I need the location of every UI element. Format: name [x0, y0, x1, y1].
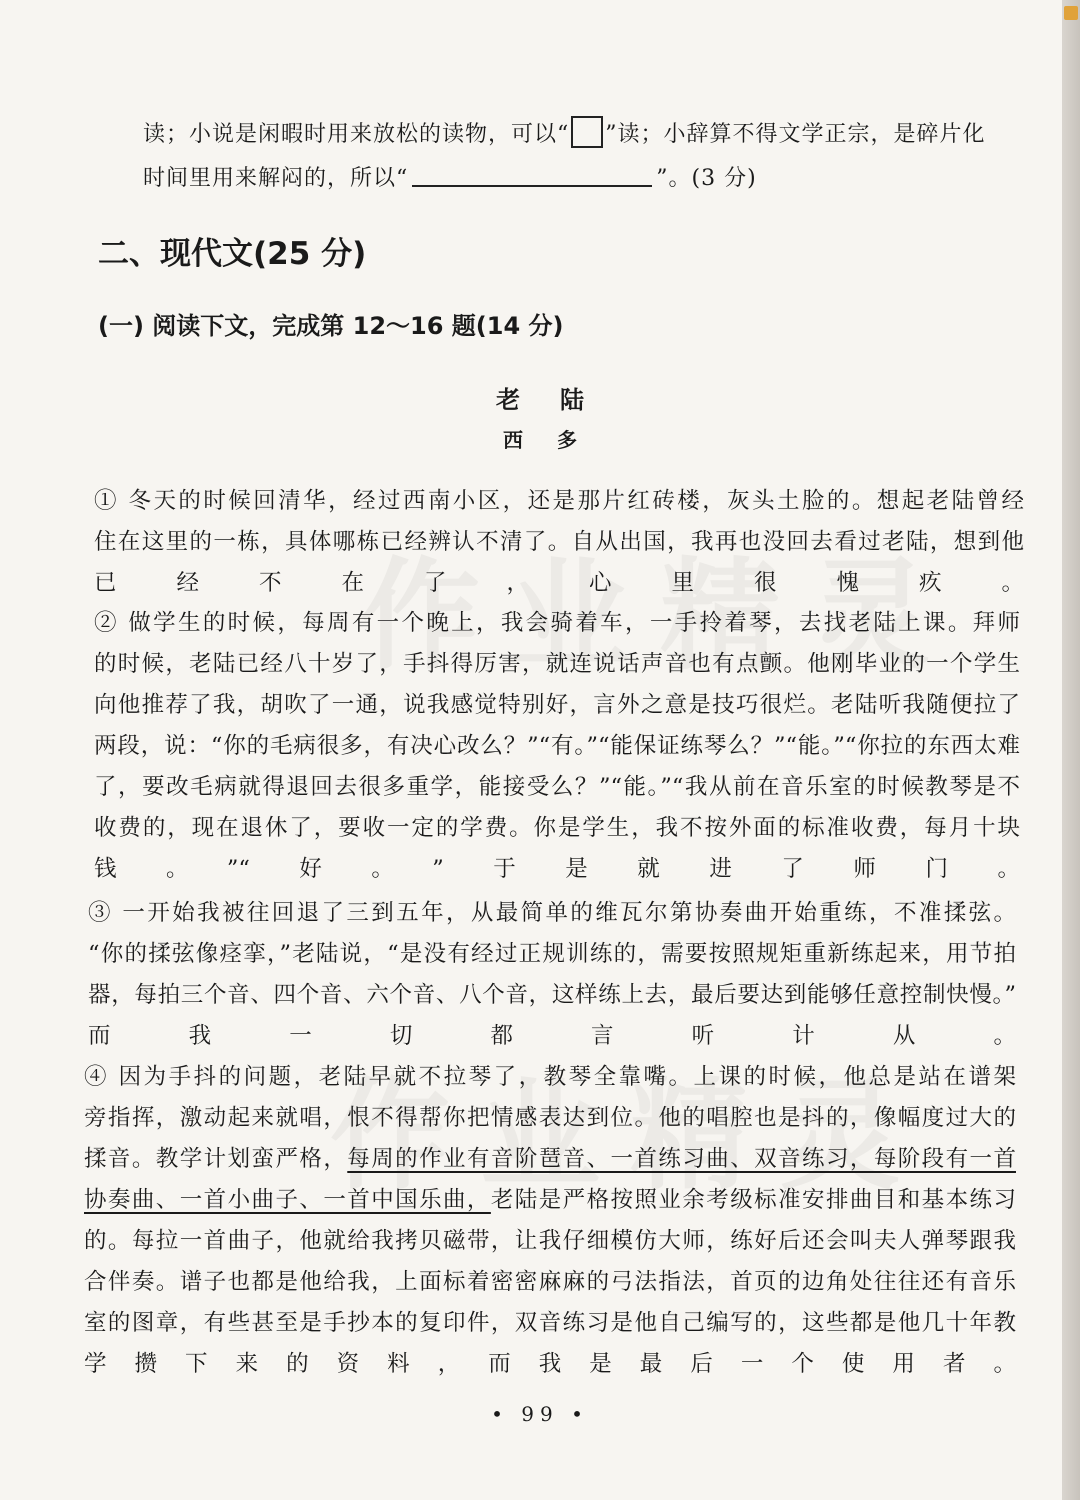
answer-blank[interactable] [412, 163, 652, 187]
question-text: 读；小说是闲暇时用来放松的读物，可以“ [143, 122, 570, 147]
text-line: ② 做学生的时候，每周有一个晚上，我会骑着车，一手拎着琴，去找老陆上课。拜师 [94, 610, 1020, 636]
page-edge [1062, 0, 1080, 1500]
text-line: 室的图章，有些甚至是手抄本的复印件，双音练习是他自己编写的，这些都是他几十年教 [84, 1310, 1016, 1336]
text-line: ④ 因为手抖的问题，老陆早就不拉琴了，教琴全靠嘴。上课的时候，他总是站在谱架 [84, 1064, 1016, 1090]
question-line-2 [143, 163, 757, 194]
text-line: 已经不在了，心里很愧疚。 [94, 570, 1024, 596]
underlined-text: 协奏曲、一首小曲子、一首中国乐曲， [84, 1187, 491, 1213]
text-line: 的时候，老陆已经八十岁了，手抖得厉害，就连说话声音也有点颤。他刚毕业的一个学生 [94, 651, 1020, 677]
paragraph-2 [94, 603, 1020, 890]
answer-box[interactable] [571, 116, 603, 148]
text-line: 住在这里的一栋，具体哪栋已经辨认不清了。自从出国，我再也没回去看过老陆，想到他 [94, 529, 1024, 555]
text-line: 钱。”“好。”于是就进了师门。 [94, 856, 1020, 882]
paragraph-4 [84, 1057, 1016, 1385]
text-line: 合伴奏。谱子也都是他给我，上面标着密密麻麻的弓法指法，首页的边角处往往还有音乐 [84, 1269, 1016, 1295]
text-line [84, 1180, 1016, 1221]
text-segment: 老陆是严格按照业余考级标准安排曲目和基本练习 [490, 1187, 1016, 1213]
question-text: 时间里用来解闷的，所以“ [143, 166, 409, 191]
text-segment: 揉音。教学计划蛮严格， [84, 1146, 348, 1172]
text-line: ① 冬天的时候回清华，经过西南小区，还是那片红砖楼，灰头土脸的。想起老陆曾经 [94, 488, 1024, 514]
article-author: 西多 [503, 428, 611, 452]
section-subtitle: (一) 阅读下文，完成第 12～16 题(14 分) [98, 312, 564, 340]
text-line [84, 1139, 1016, 1180]
article-title: 老陆 [496, 386, 624, 414]
underlined-text: 每周的作业有音阶琶音、一首练习曲、双音练习，每阶段有一首 [347, 1146, 1016, 1172]
question-text: ”读；小辞算不得文学正宗，是碎片化 [605, 122, 986, 147]
question-line-1 [143, 116, 986, 150]
text-line: 了，要改毛病就得退回去很多重学，能接受么？”“能。”“我从前在音乐室的时候教琴是不 [94, 774, 1020, 800]
text-line: 向他推荐了我，胡吹了一通，说我感觉特别好，言外之意是技巧很烂。老陆听我随便拉了 [94, 692, 1020, 718]
text-line: 旁指挥，激动起来就唱，恨不得帮你把情感表达到位。他的唱腔也是抖的，像幅度过大的 [84, 1105, 1016, 1131]
text-line: 的。每拉一首曲子，他就给我拷贝磁带，让我仔细模仿大师，练好后还会叫夫人弹琴跟我 [84, 1228, 1016, 1254]
text-line: ③ 一开始我被往回退了三到五年，从最简单的维瓦尔第协奏曲开始重练，不准揉弦。 [88, 900, 1016, 926]
paragraph-1 [94, 481, 1024, 604]
text-line: 而我一切都言听计从。 [88, 1023, 1016, 1049]
text-line: 收费的，现在退休了，要收一定的学费。你是学生，我不按外面的标准收费，每月十块 [94, 815, 1020, 841]
page-number: • 99 • [491, 1402, 589, 1426]
text-line: “你的揉弦像痉挛，”老陆说，“是没有经过正规训练的，需要按照规矩重新练起来，用节拍 [88, 941, 1016, 967]
question-text: ”。(3 分) [656, 166, 757, 191]
text-line: 器，每拍三个音、四个音、六个音、八个音，这样练上去，最后要达到能够任意控制快慢。” [88, 982, 1016, 1008]
paragraph-3 [88, 893, 1016, 1057]
section-title: 二、现代文(25 分) [98, 236, 367, 272]
bookmark-tab-icon [1064, 6, 1078, 20]
text-line: 两段，说：“你的毛病很多，有决心改么？”“有。”“能保证练琴么？”“能。”“你拉的东西太难 [94, 733, 1020, 759]
text-line: 学攒下来的资料，而我是最后一个使用者。 [84, 1351, 1016, 1377]
